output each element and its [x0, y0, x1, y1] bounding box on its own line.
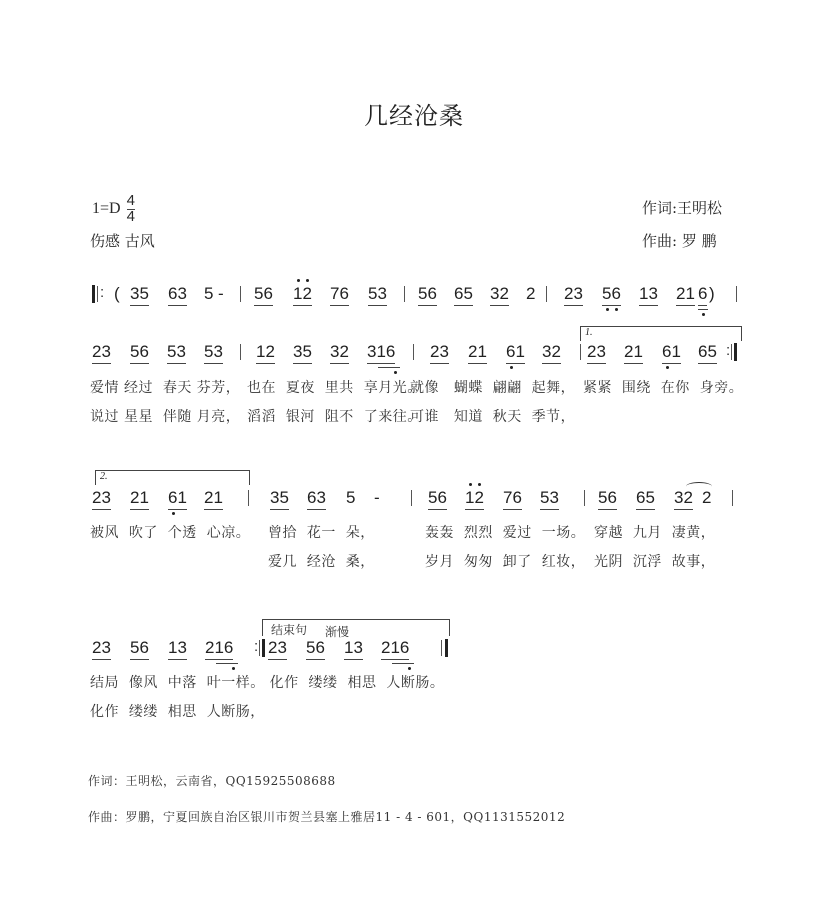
footer-composer-info: 作曲：罗鹏，宁夏回族自治区银川市贺兰县塞上雅居11 - 4 - 601，QQ1131552012 — [88, 810, 566, 824]
note: 61 — [168, 488, 187, 510]
low-dot — [510, 366, 513, 369]
paren-open: ( — [114, 284, 120, 303]
paren-close: ) — [709, 284, 715, 303]
low-dot — [702, 313, 705, 316]
lyric-verse1: 结局 像风 中落 叶一样。 化作 缕缕 相思 人断肠。 — [90, 675, 445, 691]
lyric-verse2: 化作 缕缕 相思 人断肠， — [90, 704, 265, 720]
key-signature — [92, 194, 135, 224]
time-signature — [127, 194, 135, 224]
key-label: 1=D — [92, 200, 121, 217]
note: 65 — [636, 488, 655, 510]
note: 13 — [344, 638, 363, 660]
note: 61 — [662, 342, 681, 364]
note: 21 — [468, 342, 487, 364]
high-dot — [469, 483, 472, 486]
note: 23 — [268, 638, 287, 660]
tempo-marking: 渐慢 — [325, 625, 350, 639]
composer-credit: 作曲: 罗 鹏 — [642, 232, 717, 250]
note: 65 — [454, 284, 473, 306]
note: 61 — [506, 342, 525, 364]
note: 23 — [92, 342, 111, 364]
volta-label-2: 2. — [100, 471, 108, 482]
volta-bracket-1 — [580, 326, 742, 341]
barline — [411, 490, 412, 506]
note: 216 — [205, 638, 233, 660]
note: 32 — [542, 342, 561, 364]
note: 53 — [368, 284, 387, 306]
song-title: 几经沧桑 — [364, 102, 464, 130]
note: 21 — [676, 284, 695, 306]
note: 13 — [168, 638, 187, 660]
barline — [584, 490, 585, 506]
lyric-verse2-b: 爱几 经沧 桑， — [268, 554, 375, 570]
note: 56 — [254, 284, 273, 306]
note: 35 — [130, 284, 149, 306]
note: 21 — [204, 488, 223, 510]
volta-label-1: 1. — [585, 327, 593, 338]
barline — [248, 490, 249, 506]
time-top: 4 — [126, 192, 135, 209]
note: 23 — [587, 342, 606, 364]
note: 65 — [698, 342, 717, 364]
repeat-end-barline — [734, 343, 737, 361]
high-dot — [306, 279, 309, 282]
note: 63 — [307, 488, 326, 510]
note: 56 — [428, 488, 447, 510]
note: 63 — [168, 284, 187, 306]
note: 76 — [503, 488, 522, 510]
lyric-verse2-a: 说过 星星 伴随 月亮， — [90, 409, 241, 425]
note: 53 — [540, 488, 559, 510]
barline — [404, 286, 405, 302]
note: 2 — [702, 488, 712, 507]
repeat-colon: : — [100, 284, 105, 301]
note: 12 — [293, 284, 312, 306]
note: 216 — [381, 638, 409, 660]
note: 21 — [130, 488, 149, 510]
ending-label: 结束句 — [271, 623, 308, 637]
lyric-verse2-c: 岁月 匆匆 卸了 红妆， — [425, 554, 586, 570]
barline — [736, 286, 737, 302]
lyric-verse1-d: 穿越 九月 凄黄， — [594, 525, 716, 541]
time-bottom: 4 — [126, 208, 135, 225]
low-dot — [408, 667, 411, 670]
low-dot — [232, 667, 235, 670]
double-barline-thin — [259, 640, 260, 656]
note: 23 — [430, 342, 449, 364]
note: 23 — [564, 284, 583, 306]
lyric-verse2-b: 滔滔 银河 阻不 了来往。 — [247, 409, 422, 425]
barline — [546, 286, 547, 302]
lyric-verse1-b: 也在 夏夜 里共 享月光。 — [247, 380, 422, 396]
note: 21 — [624, 342, 643, 364]
note: 13 — [639, 284, 658, 306]
lyric-verse2-d: 光阴 沉浮 故事， — [594, 554, 716, 570]
note: 23 — [92, 488, 111, 510]
barline — [580, 344, 581, 360]
lyric-verse1-a: 被风 吹了 个透 心凉。 — [90, 525, 251, 541]
double-underline — [216, 663, 238, 664]
lyricist-credit: 作词:王明松 — [642, 199, 723, 217]
final-barline-thin — [441, 640, 442, 656]
note: 35 — [293, 342, 312, 364]
note-dash: - — [374, 488, 380, 507]
double-underline — [378, 367, 400, 368]
note: 32 — [330, 342, 349, 364]
lyric-verse1-b: 曾拾 花一 朵， — [268, 525, 375, 541]
low-dot — [606, 308, 609, 311]
footer-lyricist-info: 作词：王明松，云南省，QQ1592550868​8 — [88, 774, 336, 788]
repeat-start-barline — [92, 285, 95, 303]
barline — [732, 490, 733, 506]
note: 56 — [598, 488, 617, 510]
high-dot — [297, 279, 300, 282]
note: 56 — [130, 638, 149, 660]
barline — [240, 286, 241, 302]
note: 53 — [204, 342, 223, 364]
barline — [413, 344, 414, 360]
note: 56 — [306, 638, 325, 660]
repeat-end-thin — [731, 344, 732, 360]
note: 23 — [92, 638, 111, 660]
volta-bracket-2 — [95, 470, 250, 485]
note: 5 — [204, 284, 214, 303]
repeat-colon: : — [254, 638, 259, 655]
repeat-start-thin — [97, 286, 98, 302]
note: 76 — [330, 284, 349, 306]
note: 2 — [526, 284, 536, 303]
lyric-verse1-c: 轰轰 烈烈 爱过 一场。 — [425, 525, 586, 541]
double-underline — [392, 663, 414, 664]
low-dot — [615, 308, 618, 311]
final-barline-thick — [445, 639, 448, 657]
double-underline — [698, 309, 708, 310]
note: 5 — [346, 488, 356, 507]
note: 53 — [167, 342, 186, 364]
note: 35 — [270, 488, 289, 510]
repeat-colon: : — [726, 342, 731, 359]
low-dot — [172, 512, 175, 515]
double-barline-thick — [262, 639, 265, 657]
note: 32 — [674, 488, 693, 510]
lyric-verse2-c: 可谁 知道 秋天 季节， — [410, 409, 576, 425]
note: 56 — [130, 342, 149, 364]
high-dot — [478, 483, 481, 486]
lyric-verse1-d: 紧紧 围绕 在你 身旁。 — [583, 380, 744, 396]
note: 12 — [465, 488, 484, 510]
note: 56 — [602, 284, 621, 306]
note: 6 — [698, 284, 707, 306]
note-dash: - — [218, 284, 224, 303]
note: 316 — [367, 342, 395, 364]
lyric-verse1-a: 爱情 经过 春天 芬芳， — [90, 380, 241, 396]
note: 56 — [418, 284, 437, 306]
style-label: 伤感 古风 — [90, 232, 155, 250]
low-dot — [394, 371, 397, 374]
low-dot — [666, 366, 669, 369]
note: 32 — [490, 284, 509, 306]
barline — [240, 344, 241, 360]
lyric-verse1-c: 就像 蝴蝶 翩翩 起舞， — [410, 380, 576, 396]
note: 12 — [256, 342, 275, 364]
